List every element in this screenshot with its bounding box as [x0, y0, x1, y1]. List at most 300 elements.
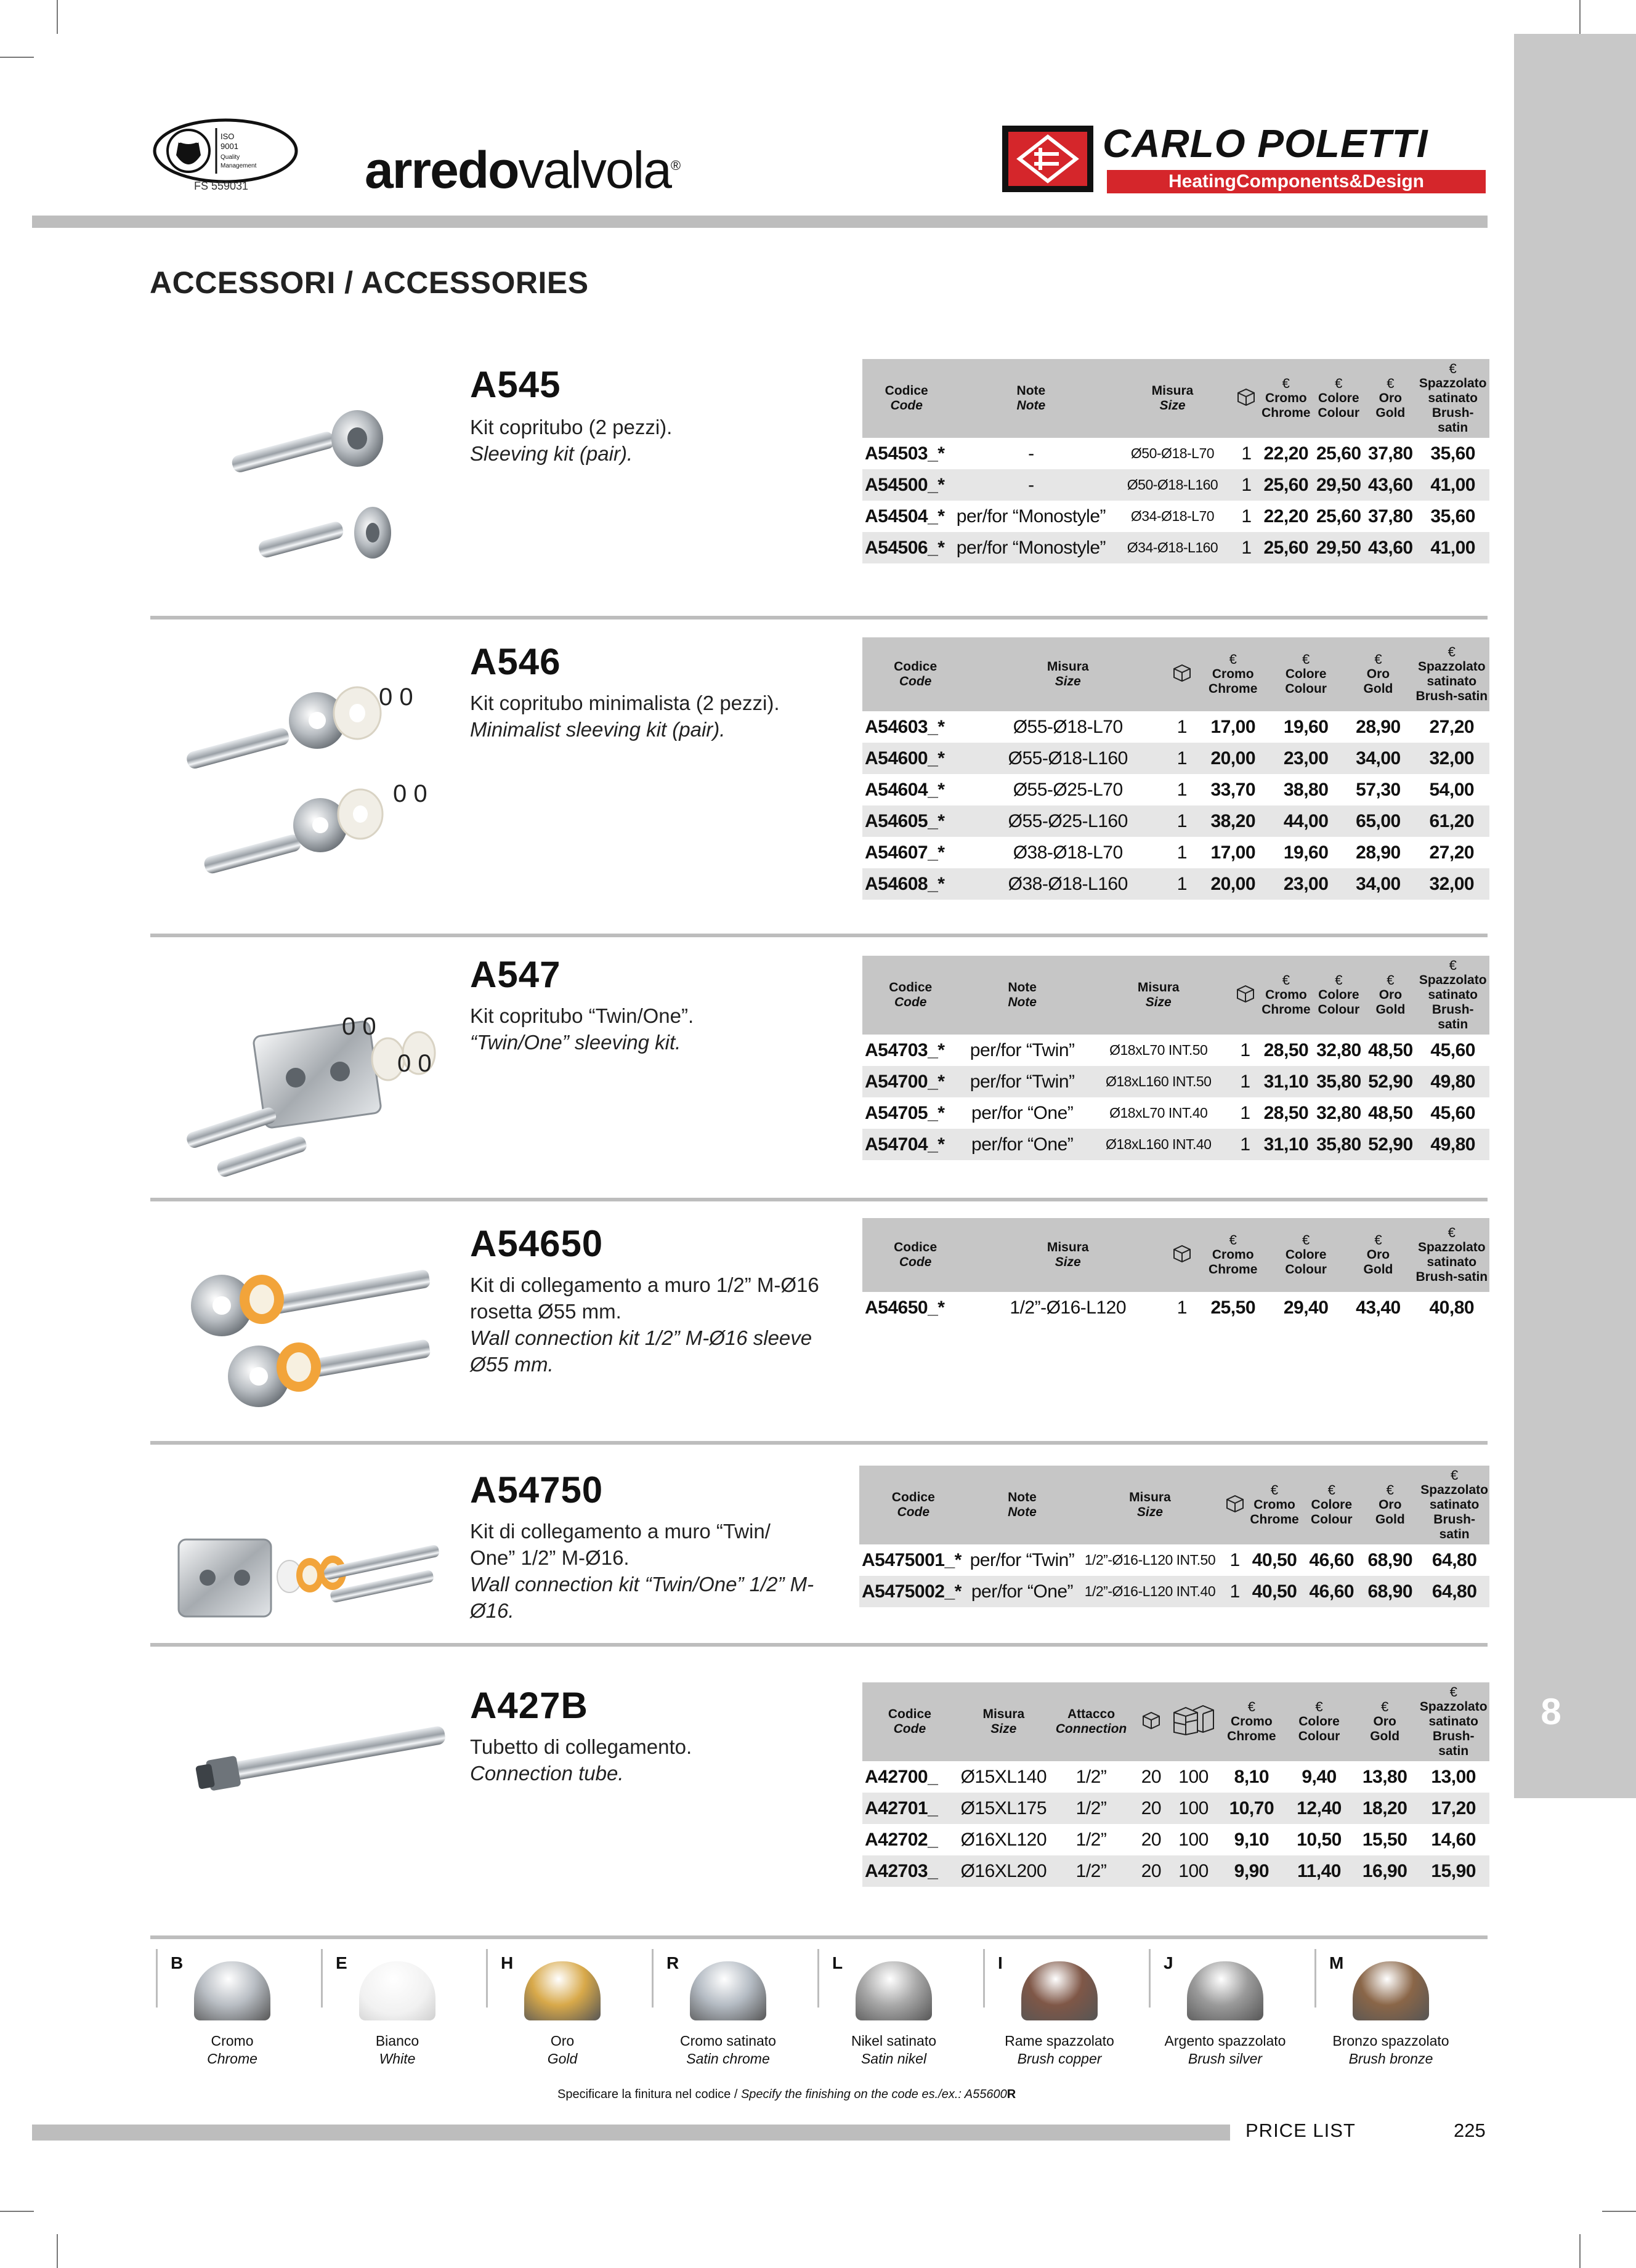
table-cell: Ø34-Ø18-L70 — [1130, 508, 1215, 524]
finish-note — [557, 2088, 1016, 2102]
product-code-cell: A54607_* — [865, 842, 945, 863]
table-cell: 16,90 — [1352, 1855, 1418, 1887]
col-header: € Oro Gold — [1364, 956, 1416, 1035]
table-cell: 1 — [1167, 743, 1196, 774]
table-cell: 25,60 — [1316, 506, 1361, 527]
table-cell: 37,80 — [1368, 506, 1413, 527]
table-cell: 20,00 — [1197, 868, 1270, 900]
col-header: € Cromo Chrome — [1247, 1466, 1303, 1544]
company-name: CARLO POLETTI — [1103, 121, 1428, 166]
table-cell: Ø50-Ø18-L70 — [1130, 445, 1215, 461]
table-cell: 68,90 — [1361, 1576, 1419, 1607]
table-cell: 32,00 — [1414, 868, 1489, 900]
finish-label-it: Argento spazzolato — [1164, 2033, 1286, 2049]
table-row — [862, 774, 1489, 805]
price-table-a54650 — [862, 1218, 1489, 1323]
finish-label-it: Rame spazzolato — [1005, 2033, 1114, 2049]
finish-label-en: Brush bronze — [1348, 2051, 1433, 2067]
table-cell: 35,60 — [1430, 443, 1475, 464]
table-cell: 68,90 — [1367, 1549, 1413, 1570]
table-cell: Ø55-Ø18-L160 — [968, 743, 1167, 774]
table-cell: 25,60 — [1316, 443, 1361, 464]
table-cell: 20,00 — [1197, 743, 1270, 774]
table-cell: 65,00 — [1342, 805, 1414, 837]
finish-label-en: Brush silver — [1188, 2051, 1263, 2067]
chapter-tab — [1514, 34, 1636, 1798]
table-cell: 35,60 — [1430, 506, 1475, 527]
finish-divider — [321, 1949, 323, 2008]
product-code-cell: A54604_* — [865, 779, 945, 800]
footer-rule — [32, 2125, 1230, 2141]
table-row — [862, 501, 1489, 532]
table-cell: 1 — [1234, 532, 1260, 563]
col-header: € Cromo Chrome — [1197, 1218, 1270, 1292]
table-cell: Ø55-Ø18-L70 — [1013, 716, 1123, 737]
table-row — [862, 438, 1489, 469]
table-cell: 1 — [1176, 716, 1187, 737]
header-rule — [32, 216, 1488, 228]
table-cell: 100 — [1170, 1793, 1217, 1824]
finish-swatch — [690, 1961, 766, 2020]
product-title: A54650 — [470, 1223, 604, 1264]
col-header: € Colore Colour — [1313, 359, 1364, 438]
table-cell: 31,10 — [1259, 1129, 1313, 1160]
box-icon — [1141, 1711, 1161, 1729]
finish-label — [814, 2032, 974, 2068]
product-code-cell: A54504_* — [865, 506, 945, 527]
product-desc-it: Tubetto di collegamento. — [470, 1735, 692, 1758]
table-cell: 38,20 — [1197, 805, 1270, 837]
col-header-box-icon — [1167, 637, 1196, 711]
o-ring-label: 0 0 — [397, 1050, 432, 1077]
table-cell: 52,90 — [1364, 1066, 1416, 1097]
finish-letter: B — [171, 1953, 184, 1972]
brand-logo-arredovalvola — [365, 140, 679, 200]
table-cell: 1/2”-Ø16-L120 INT.40 — [1077, 1576, 1223, 1607]
carlo-poletti-logo-icon — [1002, 126, 1093, 192]
table-cell: 49,80 — [1416, 1066, 1489, 1097]
product-desc-en: Wall connection kit “Twin/One” 1/2” M-Ø16. — [470, 1573, 814, 1622]
product-code-cell: A54500_* — [862, 469, 950, 501]
col-header: € Cromo Chrome — [1217, 1682, 1286, 1761]
col-header: Attacco Connection — [1050, 1682, 1132, 1761]
table-cell: Ø38-Ø18-L160 — [968, 868, 1167, 900]
table-cell: 48,50 — [1368, 1039, 1413, 1060]
table-cell: 1 — [1240, 1102, 1250, 1123]
table-cell: 1 — [1241, 506, 1252, 527]
table-cell: 20 — [1141, 1766, 1162, 1787]
table-cell: 41,00 — [1416, 469, 1489, 501]
table-cell: 15,50 — [1362, 1829, 1407, 1850]
table-cell: 57,30 — [1356, 779, 1401, 800]
table-cell: per/for “Monostyle” — [950, 532, 1111, 563]
product-code-cell: A54608_* — [862, 868, 968, 900]
product-description — [470, 1003, 840, 1055]
table-cell: 40,50 — [1247, 1576, 1303, 1607]
product-photo-a54650 — [166, 1238, 456, 1423]
col-header: € Oro Gold — [1342, 1218, 1414, 1292]
product-desc-it: Kit copritubo (2 pezzi). — [470, 416, 673, 438]
table-cell: 32,80 — [1316, 1039, 1361, 1060]
table-cell: Ø15XL175 — [957, 1793, 1050, 1824]
product-title: A545 — [470, 364, 561, 405]
section-title: ACCESSORI / ACCESSORIES — [150, 265, 589, 300]
table-cell: 18,20 — [1352, 1793, 1418, 1824]
table-row — [862, 469, 1489, 501]
product-code-cell: A5475001_* — [862, 1549, 962, 1570]
table-cell: 1 — [1223, 1576, 1247, 1607]
table-cell: 1/2”-Ø16-L120 INT.50 — [1084, 1552, 1216, 1568]
table-cell: Ø18xL70 INT.50 — [1109, 1042, 1208, 1058]
product-photo-a545 — [222, 394, 407, 579]
table-cell: Ø55-Ø25-L160 — [968, 805, 1167, 837]
product-separator — [150, 616, 1488, 619]
product-separator — [150, 1935, 1488, 1939]
table-row — [859, 1544, 1489, 1576]
table-cell: 43,60 — [1364, 469, 1416, 501]
col-header-box-icon — [1234, 359, 1260, 438]
table-cell: 19,60 — [1283, 716, 1329, 737]
table-cell: 22,20 — [1263, 506, 1309, 527]
product-separator — [150, 934, 1488, 937]
table-row — [862, 711, 1489, 743]
table-cell: 45,60 — [1430, 1039, 1475, 1060]
table-cell: 52,90 — [1364, 1129, 1416, 1160]
col-header: Note Note — [968, 1466, 1077, 1544]
table-cell: 10,50 — [1297, 1829, 1342, 1850]
product-code-cell: A54503_* — [865, 443, 945, 464]
cert-code: FS 559031 — [194, 180, 249, 192]
price-table-a546 — [862, 637, 1489, 900]
finish-label-it: Bronzo spazzolato — [1332, 2033, 1449, 2049]
finish-letter: R — [666, 1953, 679, 1972]
col-header-boxes-icon — [1170, 1682, 1217, 1761]
finish-label — [1145, 2032, 1305, 2068]
finish-note-it: Specificare la finitura nel codice / — [557, 2088, 741, 2101]
table-cell: 9,40 — [1302, 1766, 1337, 1787]
crop-mark — [1579, 0, 1581, 34]
table-row — [862, 1793, 1489, 1824]
table-cell: Ø15XL140 — [960, 1766, 1047, 1787]
finish-swatch — [1187, 1961, 1263, 2020]
product-title: A546 — [470, 641, 561, 682]
table-row — [862, 1129, 1489, 1160]
product-separator — [150, 1643, 1488, 1647]
finish-label — [482, 2032, 642, 2068]
col-header: € Cromo Chrome — [1259, 359, 1313, 438]
finish-label — [648, 2032, 808, 2068]
table-row — [862, 1097, 1489, 1129]
table-cell: Ø18xL70 INT.40 — [1109, 1105, 1208, 1121]
price-table-a547 — [862, 956, 1489, 1160]
cert-iso-line: 9001 — [221, 142, 238, 151]
product-description — [470, 414, 840, 467]
table-cell: Ø16XL120 — [960, 1829, 1047, 1850]
finish-divider — [983, 1949, 985, 2008]
table-cell: 43,40 — [1356, 1297, 1401, 1318]
table-cell: 23,00 — [1270, 868, 1342, 900]
table-row — [862, 837, 1489, 868]
product-desc-en: Connection tube. — [470, 1762, 624, 1785]
finish-divider — [1314, 1949, 1316, 2008]
table-cell: 32,00 — [1414, 743, 1489, 774]
table-cell: 28,50 — [1263, 1039, 1309, 1060]
table-row — [862, 1824, 1489, 1855]
price-table-a427b — [862, 1682, 1489, 1887]
finish-divider — [486, 1949, 488, 2008]
table-cell: 25,60 — [1259, 532, 1313, 563]
col-header: € Cromo Chrome — [1197, 637, 1270, 711]
crop-mark — [57, 2234, 58, 2268]
finish-letter: E — [336, 1953, 347, 1972]
table-cell: Ø50-Ø18-L160 — [1111, 469, 1233, 501]
table-cell: 45,60 — [1430, 1102, 1475, 1123]
finish-label — [317, 2032, 477, 2068]
finish-label-en: Brush copper — [1017, 2051, 1102, 2067]
table-cell: - — [1028, 443, 1034, 464]
product-code-cell: A54600_* — [862, 743, 968, 774]
col-header: € Colore Colour — [1270, 1218, 1342, 1292]
table-cell: - — [950, 469, 1111, 501]
product-code-cell: A54605_* — [862, 805, 968, 837]
col-header: Misura Size — [968, 637, 1167, 711]
table-cell: 1 — [1176, 842, 1187, 863]
finish-note-code-suffix: R — [1006, 2088, 1016, 2101]
page-number: 225 — [1454, 2120, 1486, 2141]
table-cell: 1 — [1229, 1549, 1240, 1570]
table-cell: 1 — [1176, 1297, 1187, 1318]
table-cell: 37,80 — [1368, 443, 1413, 464]
finish-label-it: Cromo satinato — [680, 2033, 776, 2049]
table-cell: 1 — [1231, 1129, 1260, 1160]
table-cell: 32,80 — [1316, 1102, 1361, 1123]
product-photo-a427b — [188, 1706, 459, 1798]
table-cell: 10,70 — [1217, 1793, 1286, 1824]
finish-label-it: Nikel satinato — [851, 2033, 937, 2049]
table-cell: 25,50 — [1210, 1297, 1256, 1318]
table-cell: 35,80 — [1313, 1129, 1364, 1160]
finish-label — [979, 2032, 1140, 2068]
finish-letter: I — [998, 1953, 1003, 1972]
table-cell: per/for “One” — [958, 1129, 1085, 1160]
brand-bold: arredo — [365, 141, 519, 199]
table-cell: 1 — [1167, 805, 1196, 837]
crop-mark — [0, 57, 34, 58]
footer-price-list: PRICE LIST — [1245, 2120, 1356, 2141]
col-header-box-icon — [1167, 1218, 1196, 1292]
table-cell: 9,90 — [1217, 1855, 1286, 1887]
table-row — [862, 1066, 1489, 1097]
finish-label-en: Satin nikel — [861, 2051, 927, 2067]
table-cell: Ø55-Ø25-L70 — [1013, 779, 1123, 800]
table-cell: 20 — [1141, 1829, 1162, 1850]
col-header: € Spazzolato satinato Brush-satin — [1414, 1218, 1489, 1292]
table-cell: 29,50 — [1313, 469, 1364, 501]
col-header: € Oro Gold — [1364, 359, 1416, 438]
table-cell: 1/2” — [1050, 1855, 1132, 1887]
table-cell: 23,00 — [1270, 743, 1342, 774]
brand-reg: ® — [670, 158, 680, 173]
finish-letter: M — [1329, 1953, 1344, 1972]
product-description — [470, 1272, 846, 1378]
finish-letter: H — [501, 1953, 514, 1972]
table-cell: 22,20 — [1263, 443, 1309, 464]
table-row — [862, 1761, 1489, 1793]
col-header: € Colore Colour — [1270, 637, 1342, 711]
finish-label-en: Chrome — [207, 2051, 257, 2067]
finish-swatch — [194, 1961, 270, 2020]
table-cell: 1/2”-Ø16-L120 — [1010, 1297, 1127, 1318]
col-header: Note Note — [950, 359, 1111, 438]
table-cell: 44,00 — [1270, 805, 1342, 837]
table-cell: Ø34-Ø18-L160 — [1111, 532, 1233, 563]
table-cell: 35,80 — [1313, 1066, 1364, 1097]
product-desc-it: Kit copritubo “Twin/One”. — [470, 1004, 694, 1027]
product-code-cell: A42703_ — [862, 1855, 957, 1887]
table-cell: 43,60 — [1364, 532, 1416, 563]
table-cell: 100 — [1178, 1766, 1209, 1787]
col-header: Codice Code — [862, 637, 968, 711]
iso-certification-logo — [152, 117, 299, 185]
box-icon — [1236, 387, 1256, 406]
table-cell: 19,60 — [1283, 842, 1329, 863]
product-code-cell: A54705_* — [865, 1102, 945, 1123]
table-cell: 8,10 — [1234, 1766, 1270, 1787]
table-row — [859, 1576, 1489, 1607]
table-cell: per/for “One” — [971, 1102, 1074, 1123]
table-row — [862, 868, 1489, 900]
table-cell: per/for “Twin” — [958, 1066, 1085, 1097]
col-header: Misura Size — [968, 1218, 1167, 1292]
table-row — [862, 532, 1489, 563]
table-cell: per/for “Twin” — [970, 1039, 1075, 1060]
product-desc-it: Kit di collegamento a muro “Twin/ One” 1/2” M-Ø16. — [470, 1520, 771, 1569]
table-cell: 29,40 — [1283, 1297, 1329, 1318]
table-cell: 17,20 — [1417, 1793, 1489, 1824]
o-ring-label: 0 0 — [379, 684, 413, 711]
table-cell: 1 — [1241, 443, 1252, 464]
col-header-box-icon — [1132, 1682, 1170, 1761]
table-cell: 64,80 — [1419, 1576, 1489, 1607]
product-code-cell: A54703_* — [865, 1039, 945, 1060]
box-icon — [1225, 1494, 1245, 1512]
finish-note-en: Specify the finishing on the code es./ex.: A55600 — [740, 2088, 1007, 2101]
table-cell: 9,10 — [1234, 1829, 1270, 1850]
table-cell: 100 — [1170, 1855, 1217, 1887]
table-cell: 34,00 — [1342, 868, 1414, 900]
product-code-cell: A42701_ — [862, 1793, 957, 1824]
product-description — [470, 1733, 840, 1786]
col-header: € Spazzolato satinato Brush-satin — [1414, 637, 1489, 711]
table-cell: 54,00 — [1429, 779, 1475, 800]
crop-mark — [1579, 2234, 1581, 2268]
table-cell: 12,40 — [1286, 1793, 1352, 1824]
table-cell: 1 — [1231, 1066, 1260, 1097]
table-cell: 46,60 — [1309, 1549, 1355, 1570]
table-cell: 13,00 — [1431, 1766, 1476, 1787]
col-header: € Oro Gold — [1352, 1682, 1418, 1761]
cert-iso-line: Quality — [221, 154, 240, 161]
table-cell: 40,50 — [1252, 1549, 1297, 1570]
company-tagline: HeatingComponents&Design — [1168, 171, 1425, 192]
finish-divider — [652, 1949, 654, 2008]
table-cell: 1/2” — [1050, 1793, 1132, 1824]
col-header: Misura Size — [1111, 359, 1233, 438]
product-photo-a54750 — [176, 1527, 453, 1626]
product-code-cell: A54506_* — [862, 532, 950, 563]
finish-divider — [1149, 1949, 1151, 2008]
product-desc-it: Kit di collegamento a muro 1/2” M-Ø16 rosetta Ø55 mm. — [470, 1273, 819, 1323]
o-ring-label: 0 0 — [342, 1013, 376, 1040]
finish-letter: J — [1164, 1953, 1173, 1972]
product-separator — [150, 1441, 1488, 1445]
col-header: € Colore Colour — [1313, 956, 1364, 1035]
table-cell: 13,80 — [1362, 1766, 1407, 1787]
table-row — [862, 1035, 1489, 1066]
product-desc-en: Minimalist sleeving kit (pair). — [470, 718, 726, 741]
table-row — [862, 1855, 1489, 1887]
table-cell: 11,40 — [1286, 1855, 1352, 1887]
table-cell: 48,50 — [1368, 1102, 1413, 1123]
product-code-cell: A5475002_* — [859, 1576, 968, 1607]
col-header: € Oro Gold — [1342, 637, 1414, 711]
cert-iso-line: ISO — [221, 132, 235, 141]
col-header-box-icon — [1223, 1466, 1247, 1544]
product-title: A54750 — [470, 1469, 604, 1511]
product-desc-en: Sleeving kit (pair). — [470, 442, 633, 465]
product-code-cell: A54700_* — [862, 1066, 958, 1097]
boxes-icon — [1172, 1704, 1215, 1736]
table-cell: 38,80 — [1283, 779, 1329, 800]
col-header-box-icon — [1231, 956, 1260, 1035]
product-desc-it: Kit copritubo minimalista (2 pezzi). — [470, 692, 780, 714]
table-cell: 28,90 — [1356, 716, 1401, 737]
product-code-cell: A42700_ — [865, 1766, 938, 1787]
price-table-a545 — [862, 359, 1489, 563]
table-cell: 61,20 — [1414, 805, 1489, 837]
col-header: Codice Code — [859, 1466, 968, 1544]
product-title: A547 — [470, 954, 561, 995]
col-header: € Colore Colour — [1302, 1466, 1361, 1544]
col-header: € Spazzolato satinato Brush-satin — [1417, 1682, 1489, 1761]
finish-label-it: Cromo — [211, 2033, 254, 2049]
product-title: A427B — [470, 1685, 588, 1726]
brand-light: valvola — [518, 141, 671, 199]
col-header: Codice Code — [862, 359, 950, 438]
price-table-a54750 — [859, 1466, 1489, 1607]
table-cell: 17,00 — [1210, 842, 1256, 863]
table-cell: 25,60 — [1259, 469, 1313, 501]
finish-swatch — [856, 1961, 932, 2020]
col-header: Misura Size — [957, 1682, 1050, 1761]
table-cell: 46,60 — [1302, 1576, 1361, 1607]
col-header: Note Note — [958, 956, 1085, 1035]
product-code-cell: A42702_ — [865, 1829, 938, 1850]
cert-bsi-text: bsi. — [177, 132, 200, 146]
finish-label-it: Oro — [550, 2033, 575, 2049]
product-photo-a547 — [179, 985, 450, 1188]
box-icon — [1236, 984, 1255, 1003]
table-cell: 1/2” — [1075, 1829, 1107, 1850]
table-cell: Ø18xL160 INT.50 — [1086, 1066, 1231, 1097]
box-icon — [1172, 1244, 1192, 1262]
table-cell: 34,00 — [1342, 743, 1414, 774]
finish-divider — [817, 1949, 819, 2008]
chapter-tab-number: 8 — [1541, 1691, 1561, 1732]
col-header: Codice Code — [862, 1218, 968, 1292]
table-cell: per/for “One” — [968, 1576, 1077, 1607]
product-code-cell: A54704_* — [862, 1129, 958, 1160]
